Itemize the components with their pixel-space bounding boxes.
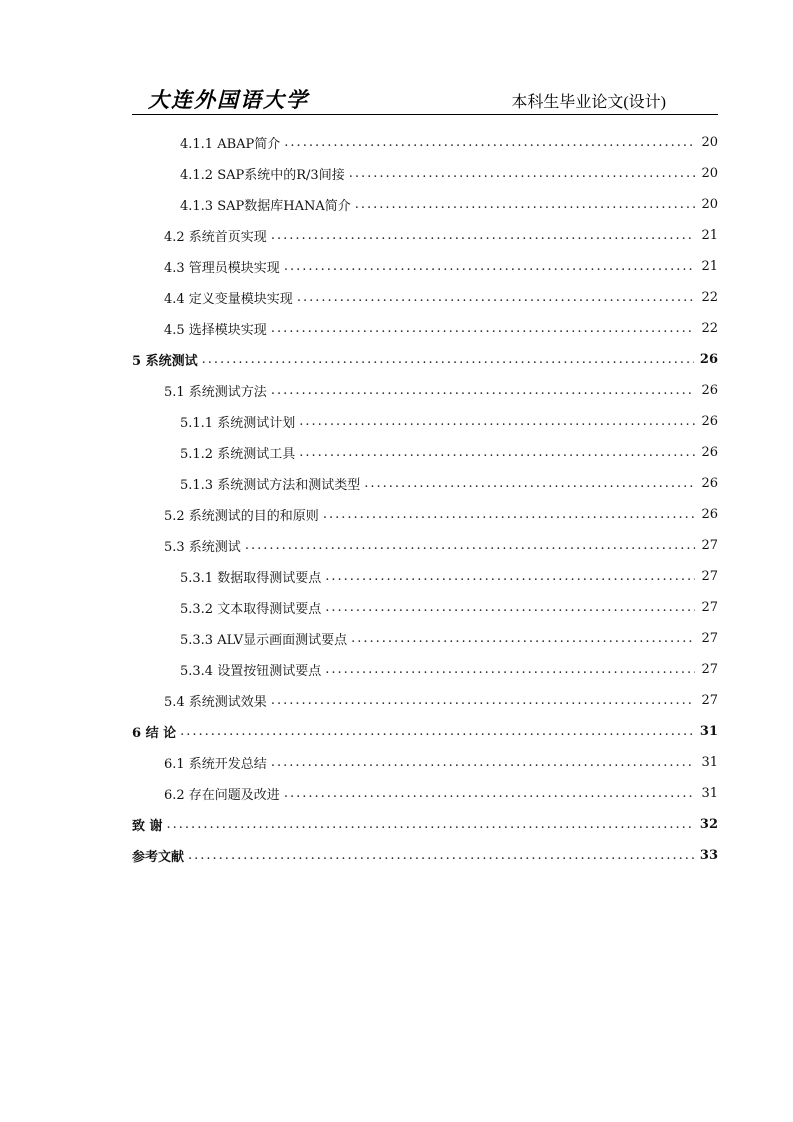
toc-dot-leader [271, 228, 696, 243]
toc-entry-page: 31 [699, 724, 718, 739]
toc-entry-label: 5.3.2 文本取得测试要点 [180, 602, 322, 617]
toc-dot-leader [299, 445, 695, 460]
toc-dot-leader [325, 569, 695, 584]
toc-entry-label: 4.1.2 SAP系统中的R/3间接 [180, 168, 345, 183]
toc-entry-page: 27 [701, 600, 718, 615]
university-logo-text: 大连外国语大学 [148, 87, 309, 112]
toc-entry-page: 26 [699, 352, 718, 367]
toc-entry-label: 4.3 管理员模块实现 [164, 261, 280, 276]
header-rule [132, 114, 718, 115]
toc-entry-page: 26 [701, 383, 718, 398]
toc-dot-leader [271, 383, 696, 398]
toc-entry-label: 4.2 系统首页实现 [164, 230, 267, 245]
toc-entry-label: 6.2 存在问题及改进 [164, 788, 280, 803]
toc-entry-label: 5.3 系统测试 [164, 540, 241, 555]
toc-entry[interactable] [132, 282, 718, 313]
toc-entry-page: 20 [701, 135, 718, 150]
toc-entry-label: 5.4 系统测试效果 [164, 695, 267, 710]
toc-entry-label: 4.1.3 SAP数据库HANA简介 [180, 199, 351, 214]
toc-entry-label: 6 结 论 [132, 726, 177, 741]
toc-dot-leader [325, 662, 695, 677]
toc-entry-page: 22 [701, 321, 718, 336]
toc-dot-leader [349, 166, 696, 181]
toc-entry-page: 20 [701, 166, 718, 181]
toc-dot-leader [271, 755, 696, 770]
toc-entry[interactable] [132, 437, 718, 468]
toc-dot-leader [245, 538, 696, 553]
toc-entry-label: 5.2 系统测试的目的和原则 [164, 509, 319, 524]
toc-entry-label: 5.1.2 系统测试工具 [180, 447, 296, 462]
toc-entry-page: 27 [701, 693, 718, 708]
toc-entry-label: 4.5 选择模块实现 [164, 323, 267, 338]
header-subtitle: 本科生毕业论文(设计) [511, 94, 666, 111]
toc-dot-leader [271, 321, 696, 336]
toc-entry-label: 5.1 系统测试方法 [164, 385, 267, 400]
toc-entry-page: 26 [701, 445, 718, 460]
toc-dot-leader [284, 259, 696, 274]
toc-entry[interactable] [132, 623, 718, 654]
toc-entry-label: 5.3.1 数据取得测试要点 [180, 571, 322, 586]
toc-entry-page: 31 [701, 786, 718, 801]
toc-entry[interactable] [132, 344, 718, 375]
toc-entry-label: 参考文献 [132, 850, 185, 865]
toc-dot-leader [323, 507, 696, 522]
toc-dot-leader [284, 786, 696, 801]
toc-entry[interactable] [132, 313, 718, 344]
toc-entry-page: 26 [701, 507, 718, 522]
toc-dot-leader [180, 724, 694, 739]
toc-entry-label: 4.4 定义变量模块实现 [164, 292, 293, 307]
toc-entry[interactable] [132, 654, 718, 685]
toc-entry-label: 5.1.1 系统测试计划 [180, 416, 296, 431]
toc-entry[interactable] [132, 189, 718, 220]
toc-entry[interactable] [132, 747, 718, 778]
toc-entry[interactable] [132, 375, 718, 406]
toc-entry-page: 27 [701, 569, 718, 584]
toc-dot-leader [299, 414, 695, 429]
toc-entry-page: 20 [701, 197, 718, 212]
toc-dot-leader [351, 631, 695, 646]
toc-entry-page: 26 [701, 414, 718, 429]
toc-entry[interactable] [132, 809, 718, 840]
toc-dot-leader [188, 848, 694, 863]
toc-entry[interactable] [132, 716, 718, 747]
toc-entry-page: 21 [701, 228, 718, 243]
toc-entry-label: 6.1 系统开发总结 [164, 757, 267, 772]
toc-entry[interactable] [132, 220, 718, 251]
page-header [132, 84, 718, 114]
table-of-contents [132, 127, 718, 871]
toc-entry[interactable] [132, 251, 718, 282]
toc-entry[interactable] [132, 685, 718, 716]
toc-dot-leader [167, 817, 694, 832]
toc-entry[interactable] [132, 158, 718, 189]
toc-entry[interactable] [132, 406, 718, 437]
toc-entry-label: 5.3.4 设置按钮测试要点 [180, 664, 322, 679]
toc-entry-label: 5.1.3 系统测试方法和测试类型 [180, 478, 361, 493]
toc-entry[interactable] [132, 840, 718, 871]
toc-entry[interactable] [132, 468, 718, 499]
toc-dot-leader [202, 352, 694, 367]
toc-dot-leader [297, 290, 696, 305]
toc-entry-label: 5 系统测试 [132, 354, 198, 369]
toc-entry-label: 5.3.3 ALV显示画面测试要点 [180, 633, 348, 648]
toc-entry-page: 26 [701, 476, 718, 491]
toc-dot-leader [284, 135, 695, 150]
toc-entry[interactable] [132, 592, 718, 623]
toc-entry[interactable] [132, 561, 718, 592]
toc-entry-page: 31 [701, 755, 718, 770]
toc-entry-page: 21 [701, 259, 718, 274]
toc-entry-label: 4.1.1 ABAP简介 [180, 137, 281, 152]
toc-entry[interactable] [132, 499, 718, 530]
toc-entry[interactable] [132, 127, 718, 158]
toc-entry-label: 致 谢 [132, 819, 163, 834]
toc-dot-leader [355, 197, 696, 212]
toc-entry-page: 22 [701, 290, 718, 305]
toc-entry-page: 27 [701, 662, 718, 677]
toc-entry[interactable] [132, 778, 718, 809]
toc-dot-leader [325, 600, 695, 615]
toc-dot-leader [271, 693, 696, 708]
toc-entry-page: 32 [699, 817, 718, 832]
toc-entry-page: 27 [701, 538, 718, 553]
toc-entry-page: 27 [701, 631, 718, 646]
toc-entry[interactable] [132, 530, 718, 561]
toc-entry-page: 33 [699, 848, 718, 863]
toc-dot-leader [364, 476, 695, 491]
